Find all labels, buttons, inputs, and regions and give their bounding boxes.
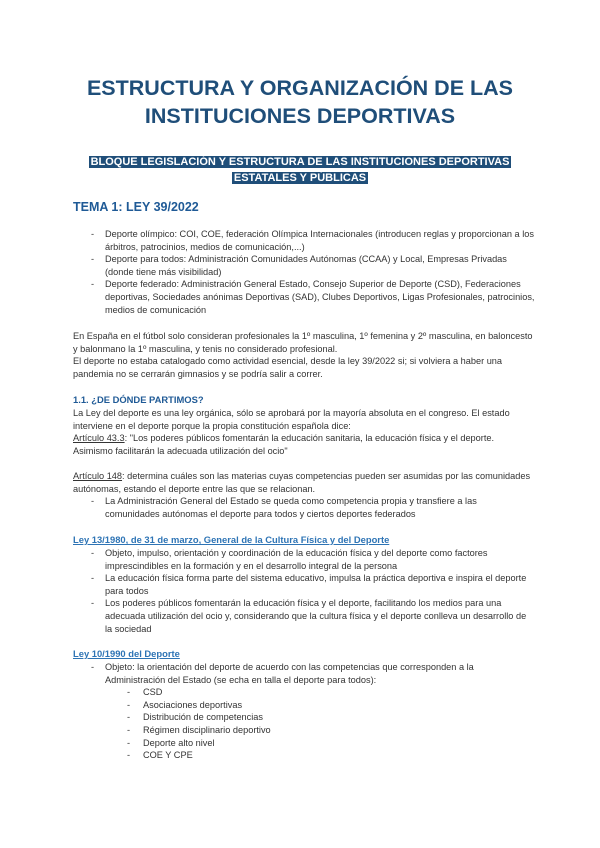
sub-list-item: - CSD <box>73 686 535 699</box>
article-43-paragraph <box>73 432 533 457</box>
article-43-label: Artículo 43.3 <box>73 433 125 444</box>
ley-10-title-link[interactable]: Ley 10/1990 del Deporte <box>73 648 180 659</box>
tema-1-title: TEMA 1: LEY 39/2022 <box>73 200 199 214</box>
tema-1-paragraphs <box>73 330 533 380</box>
ley-13-bullets <box>73 547 535 635</box>
tema-1-bullets <box>73 228 535 316</box>
list-item: - Deporte federado: Administración General Estado, Consejo Superior de Deporte (CSD), Federaciones deportivas, Sociedades anónimas Deportivas (SAD), Clubes Deportivos, Ligas Profesionales, patrocinios, medios de comunicación <box>73 278 535 316</box>
section-1-1-body <box>73 407 533 457</box>
paragraph: En España en el fútbol solo consideran profesionales la 1º masculina, 1º femenina y 2º masculina, en baloncesto y balonmano la 1º masculina, y tenis no considerado profesional. <box>73 331 533 354</box>
block-heading <box>70 154 530 186</box>
sub-list-item: - Asociaciones deportivas <box>73 699 535 712</box>
list-item: - Deporte para todos: Administración Comunidades Autónomas (CCAA) y Local, Empresas Privadas (donde tiene más visibilidad) <box>73 253 535 278</box>
list-item: - Objeto: la orientación del deporte de acuerdo con las competencias que corresponden a la Administración del Estado (se echa en talla el deporte para todos): <box>73 661 535 686</box>
article-148-paragraph <box>73 470 533 495</box>
list-item: - La Administración General del Estado se queda como competencia propia y transfiere a las comunidades autónomas el deporte para todos y ciertos deportes federados <box>73 495 533 520</box>
article-43-text: : "Los poderes públicos fomentarán la educación sanitaria, la educación física y el deporte. Asimismo facilitarán la adecuada utilización del ocio" <box>73 433 495 456</box>
list-item: - La educación física forma parte del sistema educativo, impulsa la práctica deportiva e inspira el deporte para todos <box>73 572 535 597</box>
list-item: - Objeto, impulso, orientación y coordinación de la educación física y del deporte como factores imprescindibles en la formación y en el desarrollo integral de la persona <box>73 547 535 572</box>
ley-10-header <box>73 648 533 659</box>
list-item: - Deporte olímpico: COI, COE, federación Olímpica Internacionales (introducen reglas y proporcionan a los árbitros, patrocinios, medios de comunicación,...) <box>73 228 535 253</box>
sub-list-item: - Deporte alto nivel <box>73 737 535 750</box>
block-heading-text: BLOQUE LEGISLACIÓN Y ESTRUCTURA DE LAS INSTITUCIONES DEPORTIVAS ESTATALES Y PÚBLICAS <box>90 156 510 184</box>
article-148-label: Artículo 148 <box>73 471 123 481</box>
paragraph: El deporte no estaba catalogado como actividad esencial, desde la ley 39/2022 si; si volviera a haber una pandemia no se cerrarán gimnasios y se podría salir a correr. <box>73 356 503 379</box>
section-1-1-header <box>73 394 533 405</box>
sub-list-item: - COE Y CPE <box>73 749 535 762</box>
ley-13-header <box>73 534 533 545</box>
ley-13-title-link[interactable]: Ley 13/1980, de 31 de marzo, General de la Cultura Física y del Deporte <box>73 534 390 545</box>
ley-10-bullets <box>73 661 535 762</box>
sub-list-item: - Distribución de competencias <box>73 711 535 724</box>
section-title: 1.1. ¿DE DÓNDE PARTIMOS? <box>73 394 204 405</box>
list-item: - Los poderes públicos fomentarán la educación física y el deporte, facilitando los medios para una adecuada utilización del ocio y, considerando que la cultura física y el deporte conlleva un desarrollo de la sociedad <box>73 597 535 635</box>
sub-list-item: - Régimen disciplinario deportivo <box>73 724 535 737</box>
article-148-text: : determina cuáles son las materias cuyas competencias pueden ser asumidas por las comunidades autónomas, estando el deporte entre las que se relacionan. <box>73 471 531 494</box>
paragraph: La Ley del deporte es una ley orgánica, sólo se aprobará por la mayoría absoluta en el congreso. El estado interviene en el deporte porque la propia constitución española dice: <box>73 408 510 431</box>
page-title: ESTRUCTURA Y ORGANIZACIÓN DE LAS INSTITUCIONES DEPORTIVAS <box>86 76 514 128</box>
article-148-block <box>73 470 533 520</box>
